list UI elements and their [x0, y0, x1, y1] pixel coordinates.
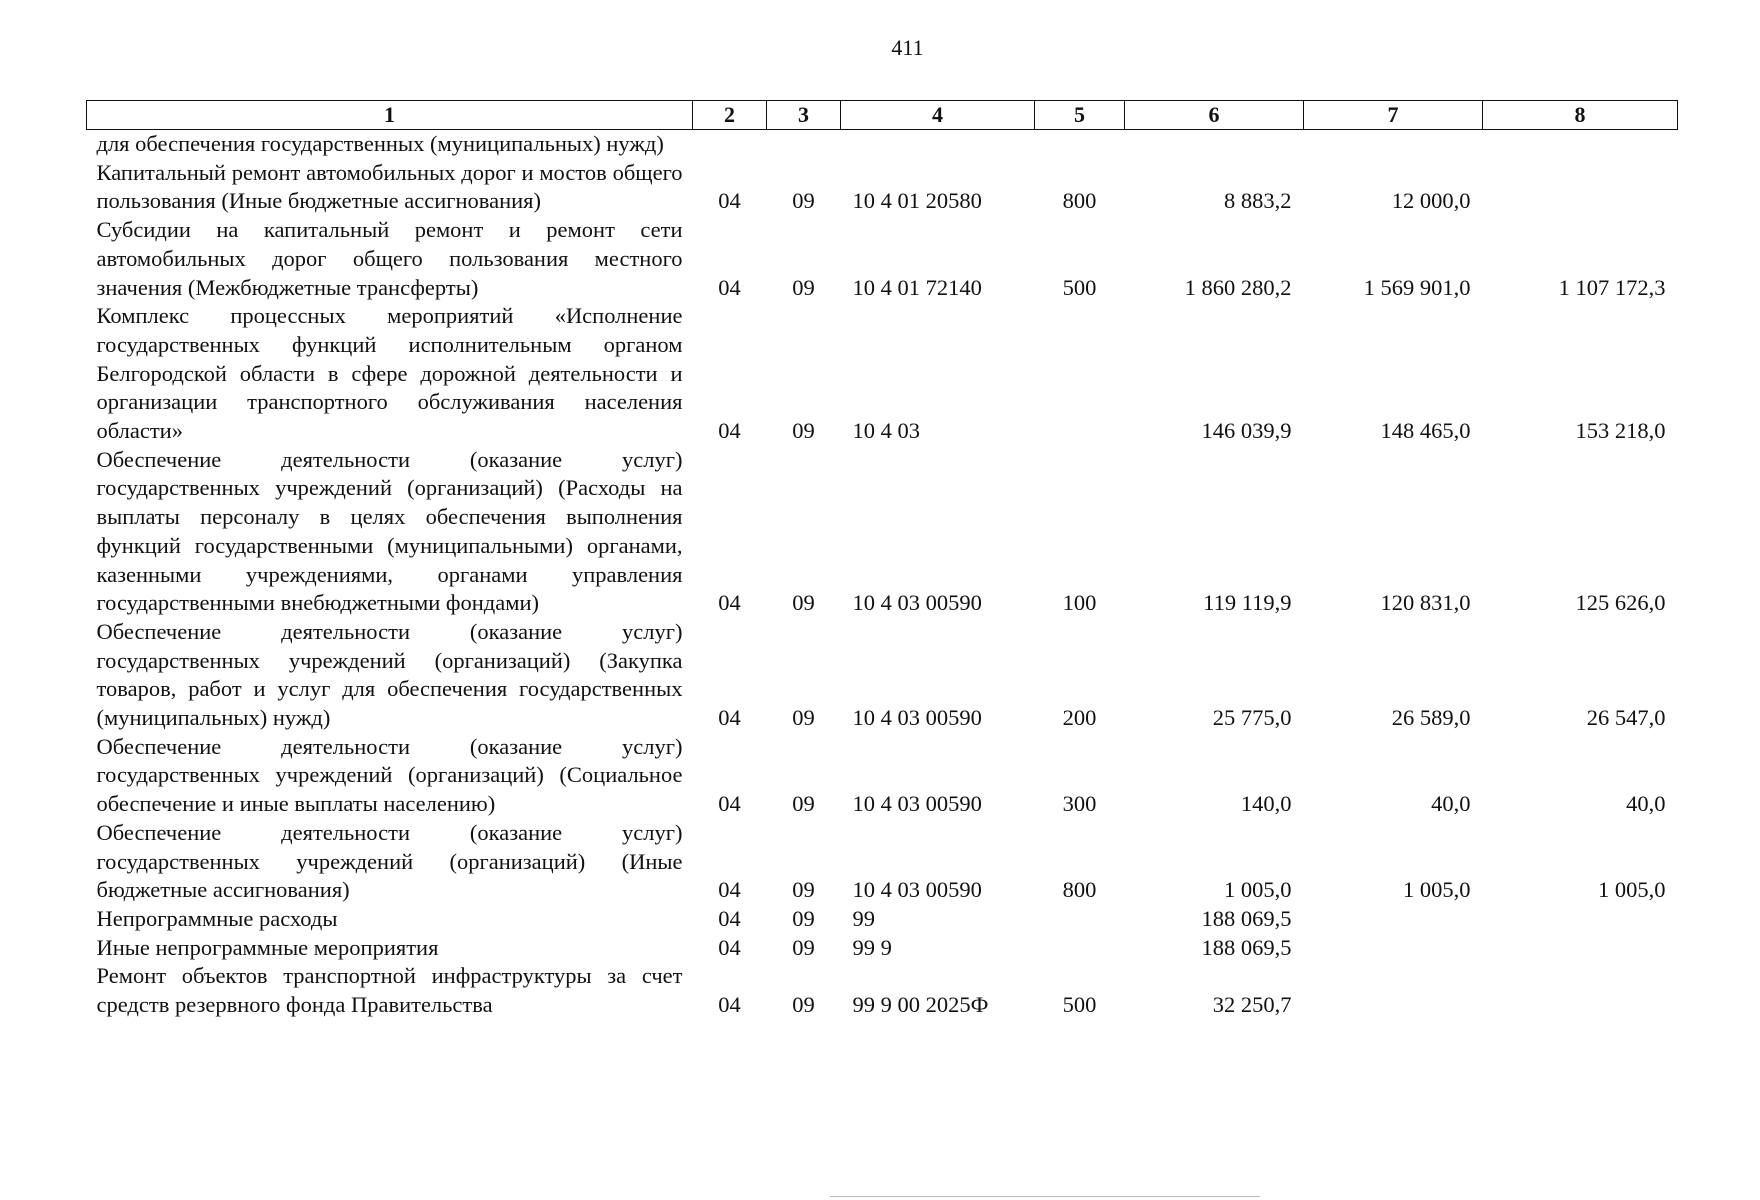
row-name: Комплекс процессных мероприятий «Исполнение государственных функций исполнительным органом Белгородской области в сфере дорожной деятельности и организации транспортного обслуживания населения области»	[96, 303, 683, 444]
row-expense-type	[1035, 130, 1125, 159]
header-row	[87, 101, 1678, 130]
row-amount-6: 140,0	[1240, 791, 1292, 817]
row-subsection: 09	[792, 188, 815, 214]
row-amount-6: 8 883,2	[1224, 188, 1292, 214]
row-amount-8	[1483, 159, 1678, 216]
row-amount-6: 1 860 280,2	[1184, 274, 1292, 300]
row-expense-type: 800	[1062, 877, 1097, 903]
row-amount-7	[1304, 934, 1483, 963]
row-subsection: 09	[792, 791, 815, 817]
row-target-code: 10 4 03 00590	[852, 705, 982, 731]
row-subsection: 09	[792, 905, 815, 931]
row-name: Капитальный ремонт автомобильных дорог и мостов общего пользования (Иные бюджетные ассигнования)	[96, 159, 683, 214]
table-row	[87, 130, 1678, 159]
row-section: 04	[718, 274, 741, 300]
row-amount-8	[1483, 962, 1678, 1019]
row-target-code: 10 4 03	[852, 418, 920, 444]
table-row	[87, 905, 1678, 934]
row-name: Иные непрограммные мероприятия	[96, 934, 439, 960]
column-header-7: 7	[1304, 101, 1483, 130]
row-name: Обеспечение деятельности (оказание услуг) государственных учреждений (организаций) (Закупка товаров, работ и услуг для обеспечения государственных (муниципальных) нужд)	[96, 618, 683, 731]
table-row	[87, 733, 1678, 819]
row-subsection: 09	[792, 992, 815, 1018]
row-amount-7: 1 569 901,0	[1363, 274, 1471, 300]
row-amount-7: 40,0	[1431, 791, 1471, 817]
row-amount-6: 119 119,9	[1203, 590, 1292, 616]
row-amount-6: 188 069,5	[1201, 934, 1292, 960]
table-row	[87, 934, 1678, 963]
row-section: 04	[718, 877, 741, 903]
row-amount-6	[1125, 130, 1304, 159]
column-header-4: 4	[841, 101, 1035, 130]
column-header-6: 6	[1125, 101, 1304, 130]
row-subsection	[767, 130, 841, 159]
row-amount-8: 40,0	[1626, 791, 1666, 817]
row-target-code: 10 4 01 72140	[852, 274, 982, 300]
row-name: Субсидии на капитальный ремонт и ремонт сети автомобильных дорог общего пользования местного значения (Межбюджетные трансферты)	[96, 217, 683, 300]
table-header	[87, 101, 1678, 130]
row-amount-6: 25 775,0	[1212, 705, 1292, 731]
row-amount-6: 188 069,5	[1201, 905, 1292, 931]
row-name: Обеспечение деятельности (оказание услуг) государственных учреждений (организаций) (Иные бюджетные ассигнования)	[96, 819, 683, 903]
row-amount-7: 12 000,0	[1391, 188, 1471, 214]
row-name: Обеспечение деятельности (оказание услуг) государственных учреждений (организаций) (Социальное обеспечение и иные выплаты населению)	[96, 733, 683, 817]
table-row	[87, 962, 1678, 1019]
budget-table	[86, 100, 1678, 1020]
column-header-8: 8	[1483, 101, 1678, 130]
row-subsection: 09	[792, 934, 815, 960]
row-amount-7: 1 005,0	[1403, 877, 1471, 903]
row-amount-6: 32 250,7	[1212, 992, 1292, 1018]
table-row	[87, 819, 1678, 905]
table-row	[87, 618, 1678, 733]
column-header-5: 5	[1035, 101, 1125, 130]
row-subsection: 09	[792, 705, 815, 731]
row-section: 04	[718, 934, 741, 960]
row-target-code: 10 4 01 20580	[852, 188, 982, 214]
column-header-2: 2	[693, 101, 767, 130]
row-amount-6: 1 005,0	[1224, 877, 1292, 903]
table-row	[87, 302, 1678, 446]
row-subsection: 09	[792, 590, 815, 616]
row-subsection: 09	[792, 418, 815, 444]
row-expense-type: 500	[1062, 992, 1097, 1018]
row-amount-8: 1 005,0	[1598, 877, 1666, 903]
row-expense-type	[1035, 905, 1125, 934]
row-section: 04	[718, 590, 741, 616]
row-name: для обеспечения государственных (муниципальных) нужд)	[96, 131, 664, 156]
row-amount-8	[1483, 130, 1678, 159]
row-target-code	[841, 130, 1035, 159]
column-header-1: 1	[87, 101, 693, 130]
row-target-code: 99	[852, 905, 875, 931]
row-amount-8: 125 626,0	[1575, 590, 1666, 616]
row-section	[693, 130, 767, 159]
row-expense-type: 500	[1062, 274, 1097, 300]
scan-bottom-rule	[830, 1196, 1260, 1197]
row-target-code: 99 9 00 2025Ф	[852, 992, 989, 1018]
row-section: 04	[718, 905, 741, 931]
row-target-code: 10 4 03 00590	[852, 590, 982, 616]
row-expense-type: 200	[1062, 705, 1097, 731]
row-amount-7	[1304, 905, 1483, 934]
row-amount-8	[1483, 905, 1678, 934]
row-target-code: 10 4 03 00590	[852, 877, 982, 903]
table-row	[87, 216, 1678, 302]
row-expense-type: 300	[1062, 791, 1097, 817]
row-target-code: 10 4 03 00590	[852, 791, 982, 817]
row-amount-8: 26 547,0	[1586, 705, 1666, 731]
row-expense-type: 800	[1062, 188, 1097, 214]
row-subsection: 09	[792, 274, 815, 300]
row-section: 04	[718, 705, 741, 731]
row-amount-8	[1483, 934, 1678, 963]
row-amount-7	[1304, 130, 1483, 159]
row-section: 04	[718, 188, 741, 214]
row-amount-7: 148 465,0	[1380, 418, 1471, 444]
row-subsection: 09	[792, 877, 815, 903]
row-amount-7: 26 589,0	[1391, 705, 1471, 731]
table-body	[87, 130, 1678, 1020]
row-amount-6: 146 039,9	[1201, 418, 1292, 444]
row-expense-type	[1035, 302, 1125, 446]
row-name: Непрограммные расходы	[96, 905, 338, 931]
table-row	[87, 159, 1678, 216]
row-section: 04	[718, 791, 741, 817]
row-expense-type	[1035, 934, 1125, 963]
row-amount-7: 120 831,0	[1380, 590, 1471, 616]
row-name: Ремонт объектов транспортной инфраструктуры за счет средств резервного фонда Правительства	[96, 963, 683, 1018]
row-section: 04	[718, 418, 741, 444]
row-target-code: 99 9	[852, 934, 892, 960]
column-header-3: 3	[767, 101, 841, 130]
row-amount-8: 153 218,0	[1575, 418, 1666, 444]
row-expense-type: 100	[1062, 590, 1097, 616]
row-amount-7	[1304, 962, 1483, 1019]
row-section: 04	[718, 992, 741, 1018]
row-name: Обеспечение деятельности (оказание услуг) государственных учреждений (организаций) (Расходы на выплаты персоналу в целях обеспечения выполнения функций государственными (муниципальными) органами, казенными учреждениями, органами управления государственными внебюджетными фондами)	[96, 446, 683, 616]
row-amount-8: 1 107 172,3	[1558, 274, 1666, 300]
table-row	[87, 446, 1678, 618]
page-number: 411	[891, 35, 924, 60]
